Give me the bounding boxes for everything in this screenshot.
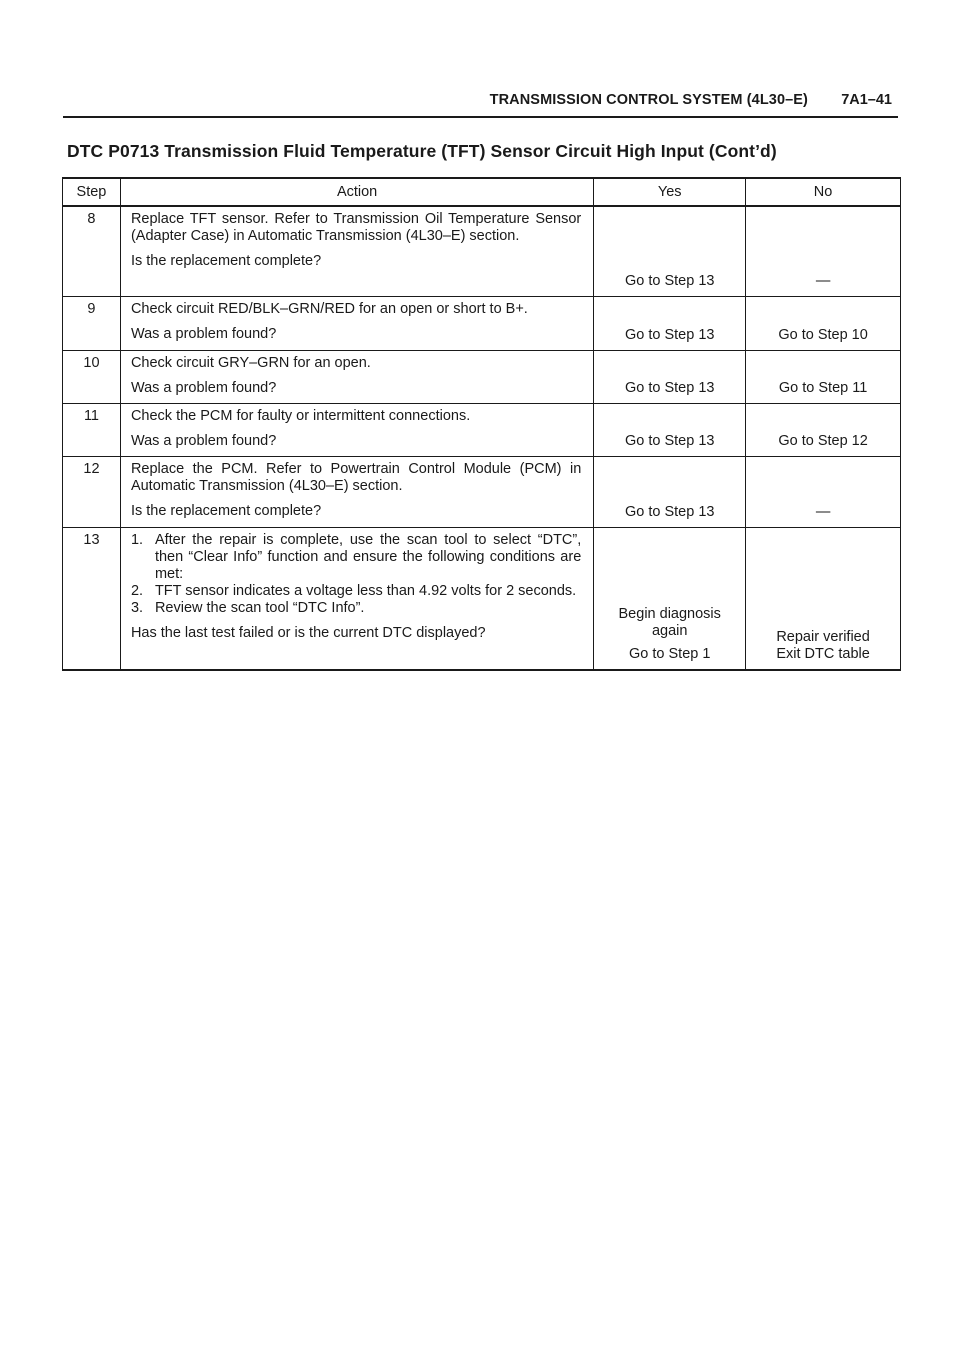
table-row — [63, 403, 901, 456]
action-text: Check circuit GRY–GRN for an open. — [130, 354, 371, 371]
no-result: — — [746, 456, 901, 527]
yes-result-line: Go to Step 1 — [629, 646, 711, 662]
yes-result: Go to Step 13 — [594, 350, 746, 403]
table-row — [63, 206, 901, 296]
substep-number: 3. — [130, 599, 144, 616]
action-cell — [120, 206, 593, 296]
column-header-action: Action — [120, 178, 593, 206]
action-text: Replace the PCM. Refer to Powertrain Control Module (PCM) in Automatic Transmission (4L30–E) section. — [130, 460, 582, 494]
action-question: Was a problem found? — [130, 432, 277, 449]
yes-result: Go to Step 13 — [594, 403, 746, 456]
table-row — [63, 296, 901, 350]
list-item — [131, 583, 581, 600]
substep-list — [131, 532, 581, 617]
diagnostic-table — [62, 177, 901, 671]
action-text: Check the PCM for faulty or intermittent connections. — [130, 407, 471, 424]
table-row — [63, 350, 901, 403]
yes-result: Go to Step 13 — [594, 456, 746, 527]
substep-text: Review the scan tool “DTC Info”. — [154, 599, 365, 616]
yes-result-line: Begin diagnosis again — [618, 606, 721, 639]
action-cell — [120, 296, 593, 350]
action-cell — [120, 350, 593, 403]
no-result: Go to Step 11 — [746, 350, 901, 403]
substep-text: TFT sensor indicates a voltage less than 4.92 volts for 2 seconds. — [154, 582, 577, 599]
action-cell — [120, 456, 593, 527]
action-cell — [120, 403, 593, 456]
no-result: — — [746, 206, 901, 296]
substep-number: 1. — [130, 531, 144, 548]
table-row — [63, 527, 901, 670]
section-title: TRANSMISSION CONTROL SYSTEM (4L30–E) — [489, 92, 808, 108]
page-header — [63, 90, 898, 118]
yes-result: Go to Step 13 — [594, 206, 746, 296]
action-text: Check circuit RED/BLK–GRN/RED for an open or short to B+. — [130, 300, 528, 317]
yes-result — [594, 527, 746, 670]
column-header-yes: Yes — [594, 178, 746, 206]
step-number: 11 — [63, 403, 121, 456]
list-item — [131, 600, 581, 617]
page-title: DTC P0713 Transmission Fluid Temperature (TFT) Sensor Circuit High Input (Cont’d) — [67, 141, 777, 161]
substep-number: 2. — [130, 582, 144, 599]
action-question: Was a problem found? — [130, 379, 277, 396]
yes-result: Go to Step 13 — [594, 296, 746, 350]
no-result — [746, 527, 901, 670]
step-number: 8 — [63, 206, 121, 296]
column-header-no: No — [746, 178, 901, 206]
action-text: Replace TFT sensor. Refer to Transmission Oil Temperature Sensor (Adapter Case) in Automatic Transmission (4L30–E) section. — [130, 211, 582, 244]
step-number: 12 — [63, 456, 121, 527]
no-result: Go to Step 10 — [746, 296, 901, 350]
action-question: Is the replacement complete? — [130, 253, 322, 269]
action-question: Is the replacement complete? — [130, 502, 322, 519]
action-question: Has the last test failed or is the current DTC displayed? — [130, 624, 486, 641]
step-number: 9 — [63, 296, 121, 350]
no-result-line: Exit DTC table — [776, 646, 870, 662]
substep-text: After the repair is complete, use the scan tool to select “DTC”, then “Clear Info” function and ensure the following conditions are met: — [154, 531, 582, 582]
no-result-line: Repair verified — [776, 629, 870, 645]
step-number: 13 — [63, 527, 121, 670]
column-header-step: Step — [63, 178, 121, 206]
no-result: Go to Step 12 — [746, 403, 901, 456]
step-number: 10 — [63, 350, 121, 403]
list-item — [131, 532, 581, 583]
action-cell — [120, 527, 593, 670]
table-header-row — [63, 178, 901, 206]
action-question: Was a problem found? — [130, 325, 277, 342]
page-number: 7A1–41 — [841, 92, 892, 108]
table-row — [63, 456, 901, 527]
